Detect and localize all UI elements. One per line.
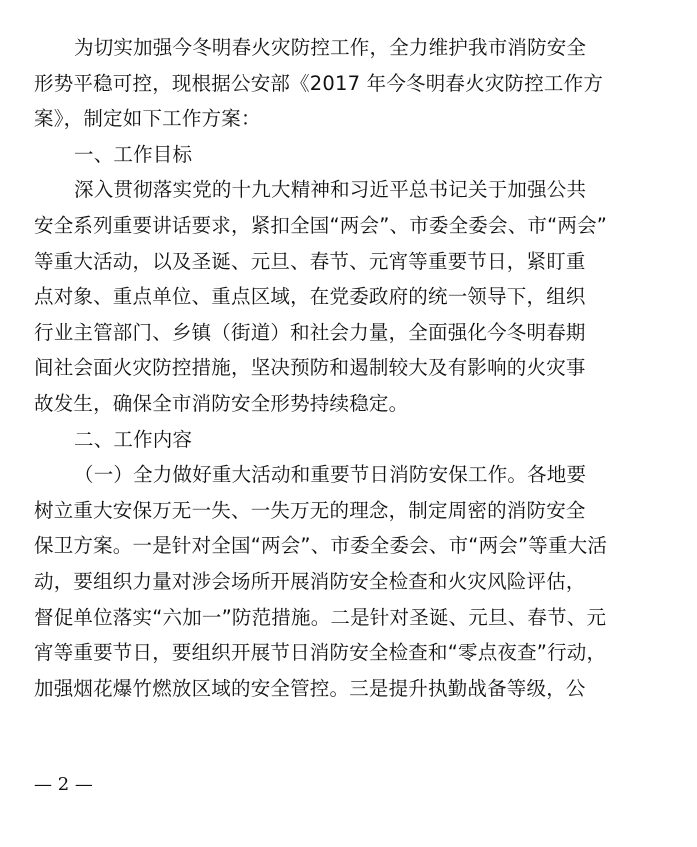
text-line: （一）全力做好重大活动和重要节日消防安保工作。各地要 [74, 463, 587, 487]
text-line: 督促单位落实“六加一”防范措施。二是针对圣诞、元旦、春节、元 [34, 605, 607, 629]
text-line: 案》，制定如下工作方案： [34, 107, 261, 131]
text-line: 保卫方案。一是针对全国“两会”、市委全委会、市“两会”等重大活 [34, 534, 608, 558]
text-line: 安全系列重要讲话要求，紧扣全国“两会”、市委全委会、市“两会” [34, 213, 608, 237]
document-body [34, 30, 666, 706]
text-line: 故发生，确保全市消防安全形势持续稳定。 [34, 391, 409, 415]
text-line: 形势平稳可控，现根据公安部《2017 年今冬明春火灾防控工作方 [34, 71, 604, 95]
text-line: 加强烟花爆竹燃放区域的安全管控。三是提升执勤战备等级，公 [34, 676, 586, 700]
text-line: 宵等重要节日，要组织开展节日消防安全检查和“零点夜查”行动， [34, 641, 607, 665]
text-line: 为切实加强今冬明春火灾防控工作，全力维护我市消防安全 [74, 36, 587, 59]
text-line: 动，要组织力量对涉会场所开展消防安全检查和火灾风险评估， [34, 569, 586, 593]
text-line: 点对象、重点单位、重点区域，在党委政府的统一领导下，组织 [34, 285, 586, 309]
text-line: 间社会面火灾防控措施，坚决预防和遏制较大及有影响的火灾事 [34, 356, 586, 380]
page-number: — 2 — [34, 774, 93, 795]
section-heading: 一、工作目标 [74, 142, 193, 166]
text-line: 等重大活动，以及圣诞、元旦、春节、元宵等重要节日，紧盯重 [34, 249, 586, 273]
section-heading: 二、工作内容 [74, 427, 193, 451]
text-line: 行业主管部门、乡镇（街道）和社会力量，全面强化今冬明春期 [34, 320, 586, 344]
text-line: 树立重大安保万无一失、一失万无的理念，制定周密的消防安全 [34, 498, 586, 522]
text-line: 深入贯彻落实党的十九大精神和习近平总书记关于加强公共 [74, 178, 587, 202]
